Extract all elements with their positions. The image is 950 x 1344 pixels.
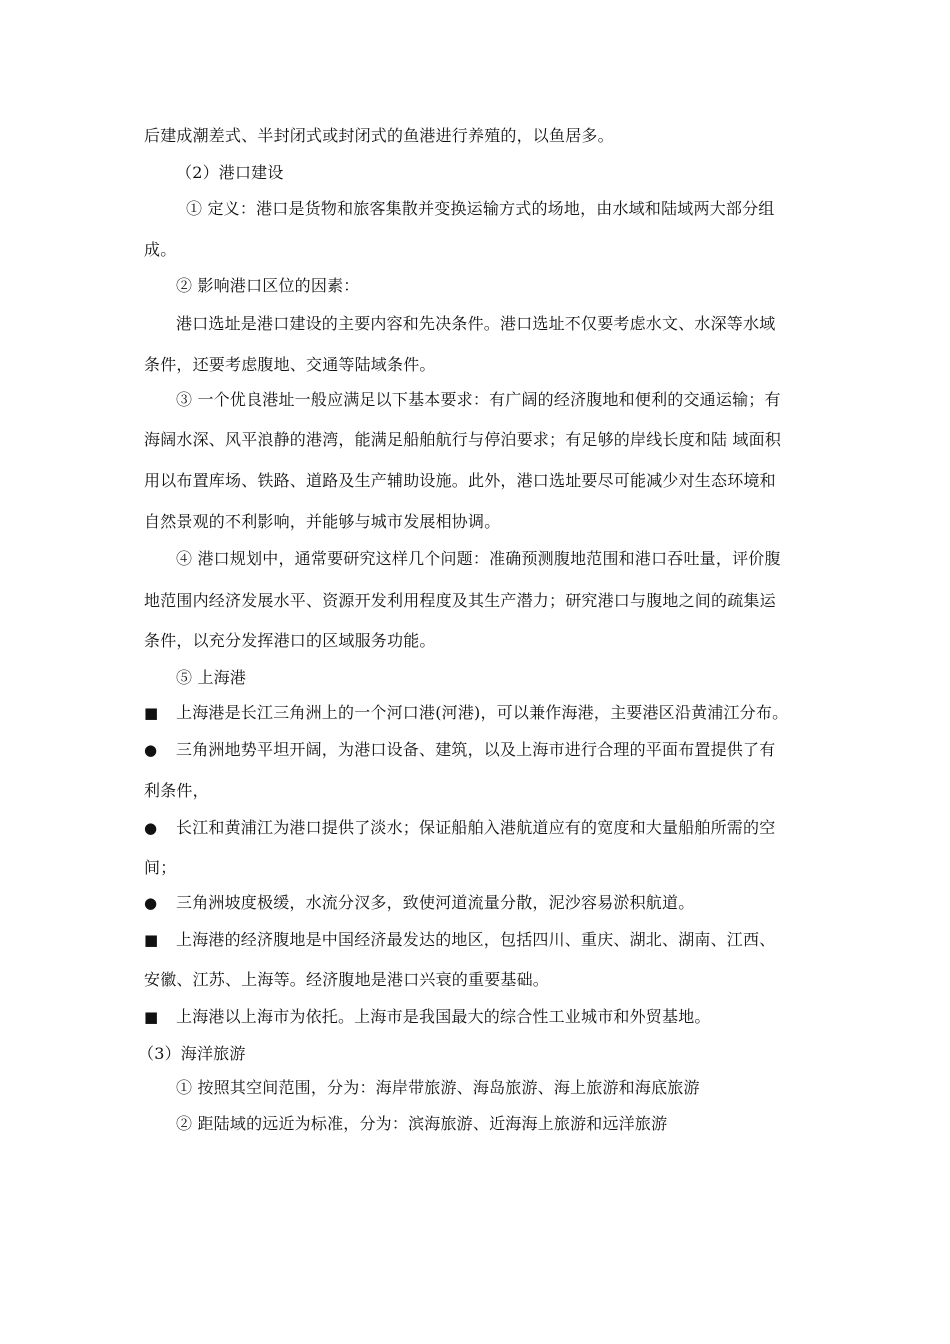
text-line: ④ 港口规划中，通常要研究这样几个问题：准确预测腹地范围和港口吞吐量，评价腹 — [176, 549, 781, 568]
bullet-text: 上海港是长江三角洲上的一个河口港(河港)，可以兼作海港，主要港区沿黄浦江分布。 — [176, 703, 789, 722]
text-line: ② 影响港口区位的因素： — [176, 276, 360, 295]
text-line: 条件，以充分发挥港口的区域服务功能。 — [144, 631, 436, 650]
bullet-text: 三角洲坡度极缓，水流分汊多，致使河道流量分散，泥沙容易淤积航道。 — [176, 893, 695, 912]
text-line: 自然景观的不利影响，并能够与城市发展相协调。 — [144, 512, 501, 531]
text-line: 成。 — [144, 240, 177, 259]
text-line: 港口选址是港口建设的主要内容和先决条件。港口选址不仅要考虑水文、水深等水域 — [176, 314, 776, 333]
text-line: ③ 一个优良港址一般应满足以下基本要求：有广阔的经济腹地和便利的交通运输；有 — [176, 390, 781, 409]
square-bullet-icon: ■ — [144, 1008, 159, 1026]
text-line: 海阔水深、风平浪静的港湾，能满足船舶航行与停泊要求；有足够的岸线长度和陆 域面积 — [144, 430, 782, 449]
bullet-text: 间； — [144, 858, 177, 877]
round-bullet-icon: ● — [144, 741, 158, 759]
text-line: ② 距陆域的远近为标准，分为：滨海旅游、近海海上旅游和远洋旅游 — [176, 1114, 668, 1133]
bullet-text: 上海港以上海市为依托。上海市是我国最大的综合性工业城市和外贸基地。 — [176, 1007, 711, 1026]
text-line: 用以布置库场、铁路、道路及生产辅助设施。此外，港口选址要尽可能减少对生态环境和 — [144, 471, 776, 490]
section-heading: ⑤ 上海港 — [176, 668, 247, 687]
text-line: 条件，还要考虑腹地、交通等陆域条件。 — [144, 355, 436, 374]
text-line: ① 定义：港口是货物和旅客集散并变换运输方式的场地，由水域和陆域两大部分组 — [186, 199, 775, 218]
text-line: 地范围内经济发展水平、资源开发利用程度及其生产潜力；研究港口与腹地之间的疏集运 — [144, 591, 776, 610]
text-line: 后建成潮差式、半封闭式或封闭式的鱼港进行养殖的，以鱼居多。 — [144, 126, 614, 145]
section-heading: （3）海洋旅游 — [138, 1044, 246, 1063]
text-line: ① 按照其空间范围，分为：海岸带旅游、海岛旅游、海上旅游和海底旅游 — [176, 1078, 700, 1097]
bullet-text: 利条件， — [144, 781, 209, 800]
round-bullet-icon: ● — [144, 894, 158, 912]
square-bullet-icon: ■ — [144, 931, 159, 949]
square-bullet-icon: ■ — [144, 704, 159, 722]
bullet-text: 上海港的经济腹地是中国经济最发达的地区，包括四川、重庆、湖北、湖南、江西、 — [176, 930, 776, 949]
bullet-text: 长江和黄浦江为港口提供了淡水；保证船舶入港航道应有的宽度和大量船舶所需的空 — [176, 818, 776, 837]
round-bullet-icon: ● — [144, 819, 158, 837]
bullet-text: 安徽、江苏、上海等。经济腹地是港口兴衰的重要基础。 — [144, 970, 550, 989]
bullet-text: 三角洲地势平坦开阔，为港口设备、建筑，以及上海市进行合理的平面布置提供了有 — [176, 740, 776, 759]
section-heading: （2）港口建设 — [176, 163, 284, 182]
